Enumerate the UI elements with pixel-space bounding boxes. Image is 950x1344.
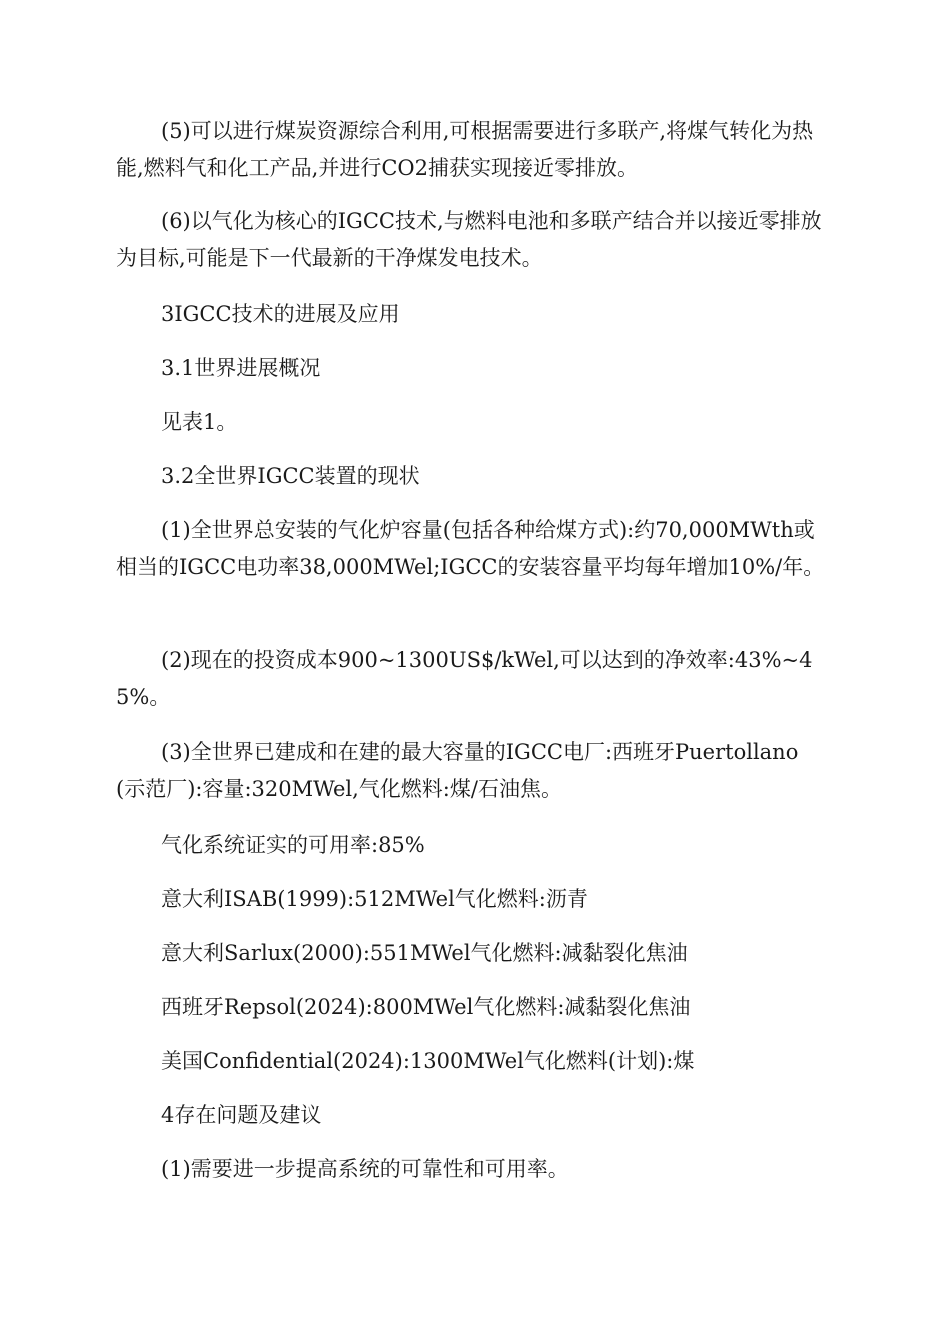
plant-item-repsol: 西班牙Repsol(2024):800MWel气化燃料:减黏裂化焦油 xyxy=(161,995,691,1019)
paragraph-see-table: 见表1。 xyxy=(161,410,238,434)
paragraph-reliability: (1)需要进一步提高系统的可靠性和可用率。 xyxy=(161,1157,569,1181)
paragraph-investment-cost: (2)现在的投资成本900~1300US$/kWel,可以达到的净效率:43%~45%。 xyxy=(116,648,813,709)
paragraph-multi-production: (5)可以进行煤炭资源综合利用,可根据需要进行多联产,将煤气转化为热能,燃料气和化工产品,并进行CO2捕获实现接近零排放。 xyxy=(116,119,814,180)
section-heading-3: 3IGCC技术的进展及应用 xyxy=(161,302,400,326)
paragraph-availability: 气化系统证实的可用率:85% xyxy=(161,833,425,857)
section-heading-4: 4存在问题及建议 xyxy=(161,1103,322,1127)
plant-item-isab: 意大利ISAB(1999):512MWel气化燃料:沥青 xyxy=(161,887,588,911)
subsection-heading-3-1: 3.1世界进展概况 xyxy=(161,356,321,380)
paragraph-gasifier-capacity: (1)全世界总安装的气化炉容量(包括各种给煤方式):约70,000MWth或相当的IGCC电功率38,000MWel;IGCC的安装容量平均每年增加10%/年。 xyxy=(116,518,825,579)
paragraph-largest-plant: (3)全世界已建成和在建的最大容量的IGCC电厂:西班牙Puertollano(示范厂):容量:320MWel,气化燃料:煤/石油焦。 xyxy=(116,740,799,801)
plant-item-confidential: 美国Confidential(2024):1300MWel气化燃料(计划):煤 xyxy=(161,1049,695,1073)
subsection-heading-3-2: 3.2全世界IGCC装置的现状 xyxy=(161,464,420,488)
paragraph-igcc-core: (6)以气化为核心的IGCC技术,与燃料电池和多联产结合并以接近零排放为目标,可能是下一代最新的干净煤发电技术。 xyxy=(116,209,822,270)
plant-item-sarlux: 意大利Sarlux(2000):551MWel气化燃料:减黏裂化焦油 xyxy=(161,941,688,965)
